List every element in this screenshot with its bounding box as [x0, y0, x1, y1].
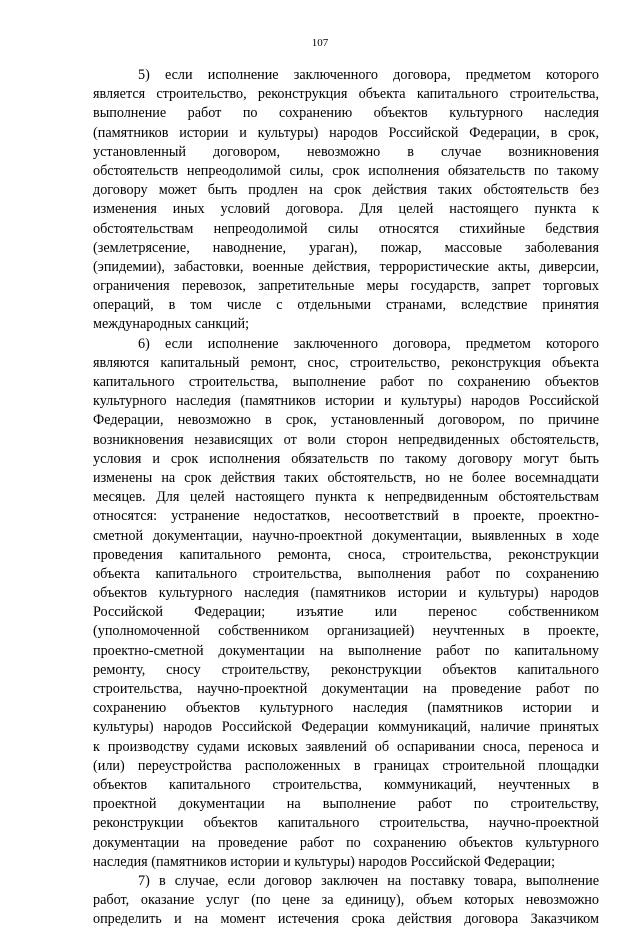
text-line: проектно-сметной документации на выполнение работ по капитальному [93, 642, 599, 659]
text-line: проведения капитального ремонта, сноса, строительства, реконструкции [93, 546, 599, 563]
text-line: Федерации, невозможно в срок, установленный договором, по причине [93, 412, 599, 429]
text-line: объектов культурного наследия (памятников истории и культуры) народов [93, 585, 599, 602]
text-line: культуры) народов Российской Федерации коммуникаций, наличие принятых [93, 719, 599, 736]
text-line: объектов капитального строительства, коммуникаций, неучтенных в [93, 776, 599, 793]
text-line: реконструкции объектов капитального строительства, научно-проектной [93, 815, 599, 832]
text-line: капитального строительства, выполнение работ по сохранению объектов [93, 374, 599, 390]
text-line: объекта капитального строительства, выполнения работ по сохранению [93, 565, 599, 582]
text-line: возникновения независящих от воли сторон непредвиденных обстоятельств, [93, 431, 599, 448]
text-line: установленный договором, невозможно в случае возникновения [93, 143, 599, 160]
text-line: относятся: устранение недостатков, несоответствий в проекте, проектно- [93, 508, 599, 525]
text-line: (или) переустройства расположенных в границах строительной площадки [93, 757, 599, 774]
text-line: месяцев. Для целей настоящего пункта к непредвиденным обстоятельствам [93, 489, 599, 506]
text-line: строительства, научно-проектной документации на проведение работ по [93, 681, 599, 697]
text-line: сметной документации, научно-проектной документации, выявленных в ходе [93, 527, 599, 544]
text-line: определить и на момент истечения срока действия договора Заказчиком [93, 911, 599, 928]
text-line: является строительство, реконструкция объекта капитального строительства, [93, 86, 599, 103]
text-line: международных санкций; [93, 316, 250, 333]
text-line: культурного наследия (памятников истории и культуры) народов Российской [93, 393, 599, 410]
text-line: выполнение работ по сохранению объектов культурного наследия [93, 105, 599, 122]
text-line: обстоятельствам непреодолимой силы относятся стихийные бедствия [93, 220, 599, 237]
text-line: Российской Федерации; изъятие или перенос собственником [93, 604, 599, 621]
document-body [93, 66, 599, 929]
text-line: наследия (памятников истории и культуры) народов Российской Федерации; [93, 853, 556, 870]
text-line: ремонту, сносу строительству, реконструкции объектов капитального [93, 661, 599, 678]
text-line: (уполномоченной собственником организацией) неучтенных в проекте, [93, 623, 599, 640]
text-line: являются капитальный ремонт, снос, строительство, реконструкция объекта [93, 354, 599, 371]
text-line: к производству судами исковых заявлений об оспаривании сноса, переноса и [93, 738, 599, 755]
text-line: сохранению объектов культурного наследия (памятников истории и [93, 700, 599, 717]
text-line: условия и срок исполнения обязательств по такому договору могут быть [93, 450, 599, 467]
text-line: изменены на срок действия таких обстоятельств, но не более восемнадцати [93, 469, 599, 486]
text-line: изменения иных условий договора. Для целей настоящего пункта к [93, 201, 599, 218]
text-line: (эпидемии), забастовки, военные действия, террористические акты, диверсии, [93, 258, 599, 275]
page-number: 107 [311, 37, 329, 49]
text-line: работ, оказание услуг (по цене за единицу), объем которых невозможно [93, 892, 599, 909]
text-line: (памятников истории и культуры) народов Российской Федерации, в срок, [93, 124, 599, 141]
text-line: операций, в том числе с отдельными странами, вследствие принятия [93, 297, 599, 314]
text-line: проектной документации на выполнение работ по строительству, [93, 796, 599, 813]
text-line: 5) если исполнение заключенного договора, предметом которого [138, 67, 599, 83]
text-line: договору может быть продлен на срок действия таких обстоятельств без [93, 182, 599, 199]
text-line: обстоятельств непреодолимой силы, срок исполнения обязательств по такому [93, 162, 599, 179]
text-line: (землетрясение, наводнение, ураган), пожар, массовые заболевания [93, 239, 599, 256]
text-line: документации на проведение работ по сохранению объектов культурного [93, 834, 599, 851]
text-line: 7) в случае, если договор заключен на поставку товара, выполнение [138, 872, 599, 889]
text-line: 6) если исполнение заключенного договора, предметом которого [138, 335, 599, 352]
text-line: ограничения перевозок, запретительные меры государств, запрет торговых [93, 278, 599, 295]
